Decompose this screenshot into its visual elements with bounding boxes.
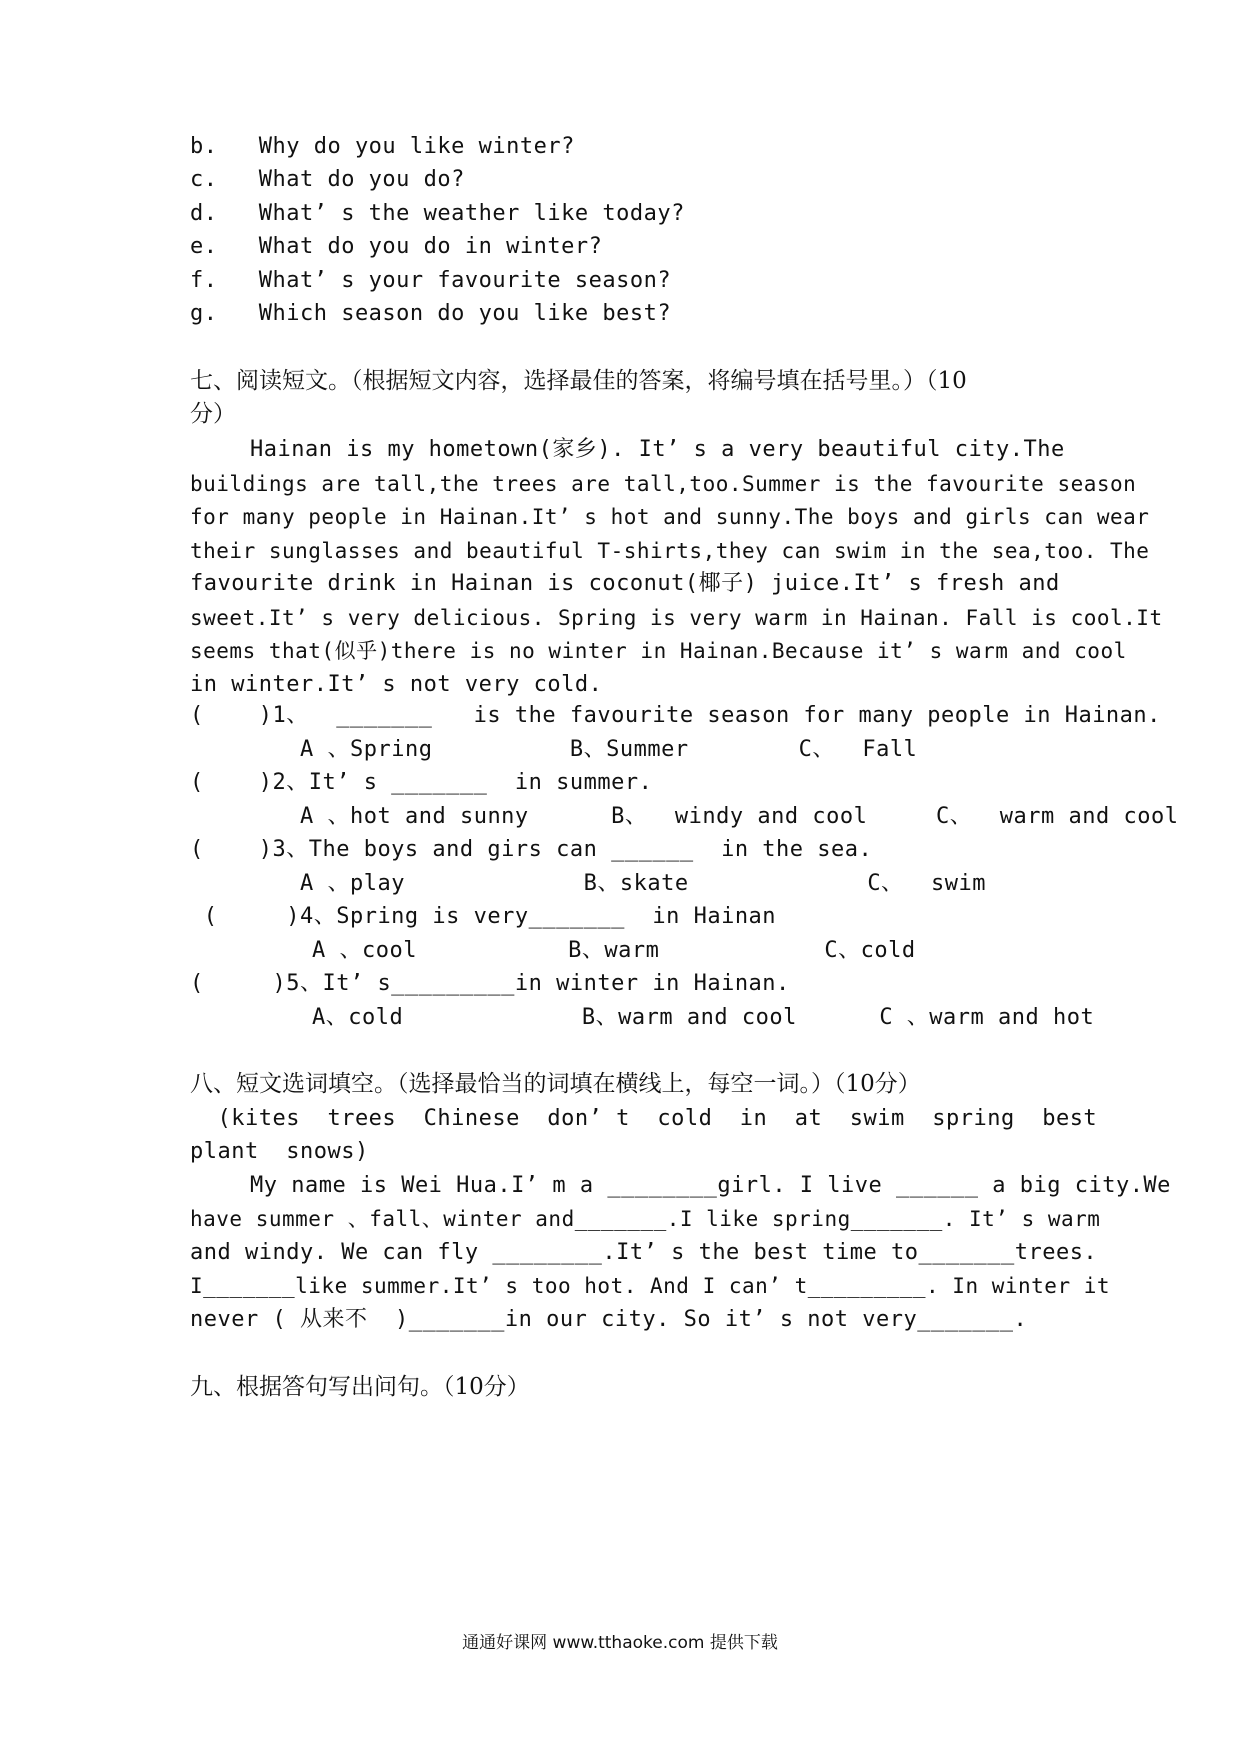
passage-line: buildings are tall,the trees are tall,too.Summer is the favourite season — [190, 472, 1137, 496]
cloze-line: and windy. We can fly ________.It’ s the best time to_______trees. — [190, 1240, 1098, 1265]
question-option-g: g. Which season do you like best? — [190, 301, 672, 326]
question-option-d: d. What’ s the weather like today? — [190, 201, 685, 226]
passage-line: seems that(似乎)there is no winter in Hainan.Because it’ s warm and cool — [190, 639, 1127, 663]
question-item-3-options: A 、play B、skate C、 swim — [300, 871, 987, 896]
question-option-e: e. What do you do in winter? — [190, 234, 603, 259]
word-bank: (kites trees Chinese don’ t cold in at swim spring best — [190, 1106, 1098, 1131]
passage-line: favourite drink in Hainan is coconut(椰子) juice.It’ s fresh and — [190, 571, 1060, 596]
passage-line: their sunglasses and beautiful T-shirts,they can swim in the sea,too. The — [190, 539, 1150, 563]
passage-line: for many people in Hainan.It’ s hot and sunny.The boys and girls can wear — [190, 505, 1150, 529]
question-option-c: c. What do you do? — [190, 167, 465, 192]
passage-line: in winter.It’ s not very cold. — [190, 672, 603, 697]
question-item-5-options: A、cold B、warm and cool C 、warm and hot — [312, 1005, 1095, 1030]
question-item-2: ( )2、It’ s _______ in summer. — [190, 770, 653, 795]
passage-line: sweet.It’ s very delicious. Spring is very warm in Hainan. Fall is cool.It — [190, 606, 1163, 630]
cloze-line: have summer 、fall、winter and_______.I like spring_______. It’ s warm — [190, 1207, 1101, 1231]
section-7-title-cont: 分） — [190, 401, 236, 427]
question-item-4-options: A 、cool B、warm C、cold — [312, 938, 916, 963]
question-item-5: ( )5、It’ s_________in winter in Hainan. — [190, 971, 790, 996]
cloze-line: I_______like summer.It’ s too hot. And I can’ t_________. In winter it — [190, 1274, 1111, 1298]
section-9-title: 九、根据答句写出问句。（10分） — [190, 1374, 530, 1400]
passage-line: Hainan is my hometown(家乡). It’ s a very beautiful city.The — [250, 437, 1065, 462]
question-item-1-options: A 、Spring B、Summer C、 Fall — [300, 737, 918, 762]
word-bank-cont: plant snows) — [190, 1139, 369, 1164]
section-8-title: 八、短文选词填空。（选择最恰当的词填在横线上，每空一词。）（10分） — [190, 1071, 921, 1097]
question-option-b: b. Why do you like winter? — [190, 134, 575, 159]
question-option-f: f. What’ s your favourite season? — [190, 268, 672, 293]
question-item-2-options: A 、hot and sunny B、 windy and cool C、 warm and cool — [300, 804, 1179, 829]
page-footer: 通通好课网 www.tthaoke.com 提供下载 — [462, 1633, 778, 1653]
section-7-title: 七、阅读短文。（根据短文内容，选择最佳的答案，将编号填在括号里。）（10 — [190, 368, 967, 394]
question-item-4: ( )4、Spring is very_______ in Hainan — [190, 904, 777, 929]
question-item-3: ( )3、The boys and girs can ______ in the sea. — [190, 837, 873, 862]
question-item-1: ( )1、 _______ is the favourite season for many people in Hainan. — [190, 703, 1161, 728]
cloze-line: never ( 从来不 )_______in our city. So it’ s not very_______. — [190, 1307, 1028, 1332]
cloze-line: My name is Wei Hua.I’ m a ________girl. I live ______ a big city.We — [250, 1173, 1171, 1198]
